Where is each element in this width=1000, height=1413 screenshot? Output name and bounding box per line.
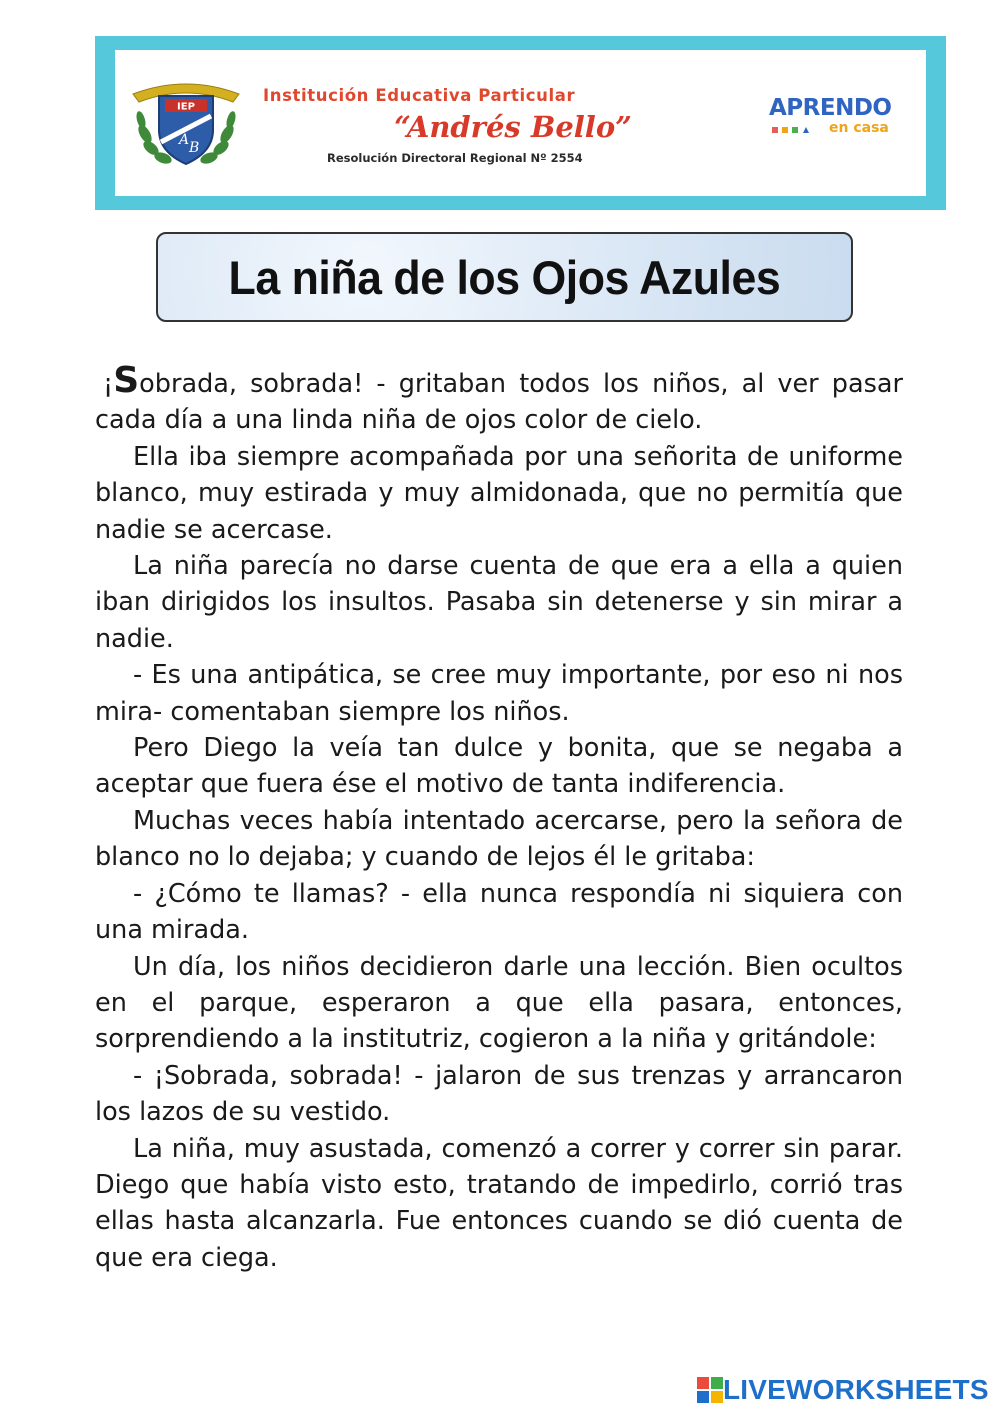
school-crest-icon (127, 72, 245, 172)
aprendo-logo-text: APRENDO (769, 95, 892, 121)
story-paragraph: - ¿Cómo te llamas? - ella nunca respondía ni siquiera con una mirada. (95, 878, 903, 946)
story-text (95, 360, 903, 1276)
story-paragraph: - ¡Sobrada, sobrada! - jalaron de sus trenzas y arrancaron los lazos de su vestido. (95, 1060, 903, 1128)
opening-exclamation: ¡ (103, 369, 114, 399)
story-paragraph: - Es una antipática, se cree muy importante, por eso ni nos mira- comentaban siempre los niños. (95, 660, 903, 727)
paragraph-1-text: obrada, sobrada! - gritaban todos los niños, al ver pasar cada día a una linda niña de ojos color de cielo. (95, 369, 903, 436)
institution-resolution: Resolución Directoral Regional Nº 2554 (327, 151, 583, 165)
story-paragraph: La niña, muy asustada, comenzó a correr y correr sin parar. Diego que había visto esto, tratando de impedirlo, corrió tras ellas hasta alcanzarla. Fue entonces cuando se dió cuenta de que era ciega. (95, 1133, 903, 1273)
header-banner (95, 36, 946, 210)
title-box (156, 232, 853, 322)
story-paragraph: La niña parecía no darse cuenta de que era a ella a quien iban dirigidos los insultos. Pasaba sin detenerse y sin mirar a nadie. (95, 551, 903, 654)
liveworksheets-brand: LIVEWORKSHEETS (723, 1374, 989, 1405)
story-paragraph: Ella iba siempre acompañada por una señorita de uniforme blanco, muy estirada y muy almidonada, que no permitía que nadie se acercase. (95, 441, 903, 545)
page-title: La niña de los Ojos Azules (228, 250, 781, 304)
institution-type: Institución Educativa Particular (263, 86, 576, 105)
institution-name: “Andrés Bello” (394, 110, 632, 144)
story-paragraph: Un día, los niños decidieron darle una lección. Bien ocultos en el parque, esperaron a que ella pasara, entonces, sorprendiendo a la institutriz, cogieron a la niña y gritándole: (95, 951, 903, 1055)
story-paragraph: Pero Diego la veía tan dulce y bonita, que se negaba a aceptar que fuera ése el motivo de tanta indiferencia. (95, 733, 903, 800)
aprendo-dots-icon (771, 125, 835, 135)
svg-text:A: A (179, 132, 190, 148)
crest-label: IEP (177, 101, 195, 113)
drop-cap: S (113, 360, 140, 401)
liveworksheets-grid-icon (697, 1377, 723, 1403)
header-inner (115, 50, 926, 196)
svg-text:B: B (189, 140, 200, 156)
encasa-logo-text: en casa (829, 120, 889, 136)
story-paragraph-1 (95, 360, 903, 439)
story-paragraph: Muchas veces había intentado acercarse, pero la señora de blanco no lo dejaba; y cuando de lejos él le gritaba: (95, 805, 903, 873)
liveworksheets-logo[interactable] (697, 1374, 989, 1406)
